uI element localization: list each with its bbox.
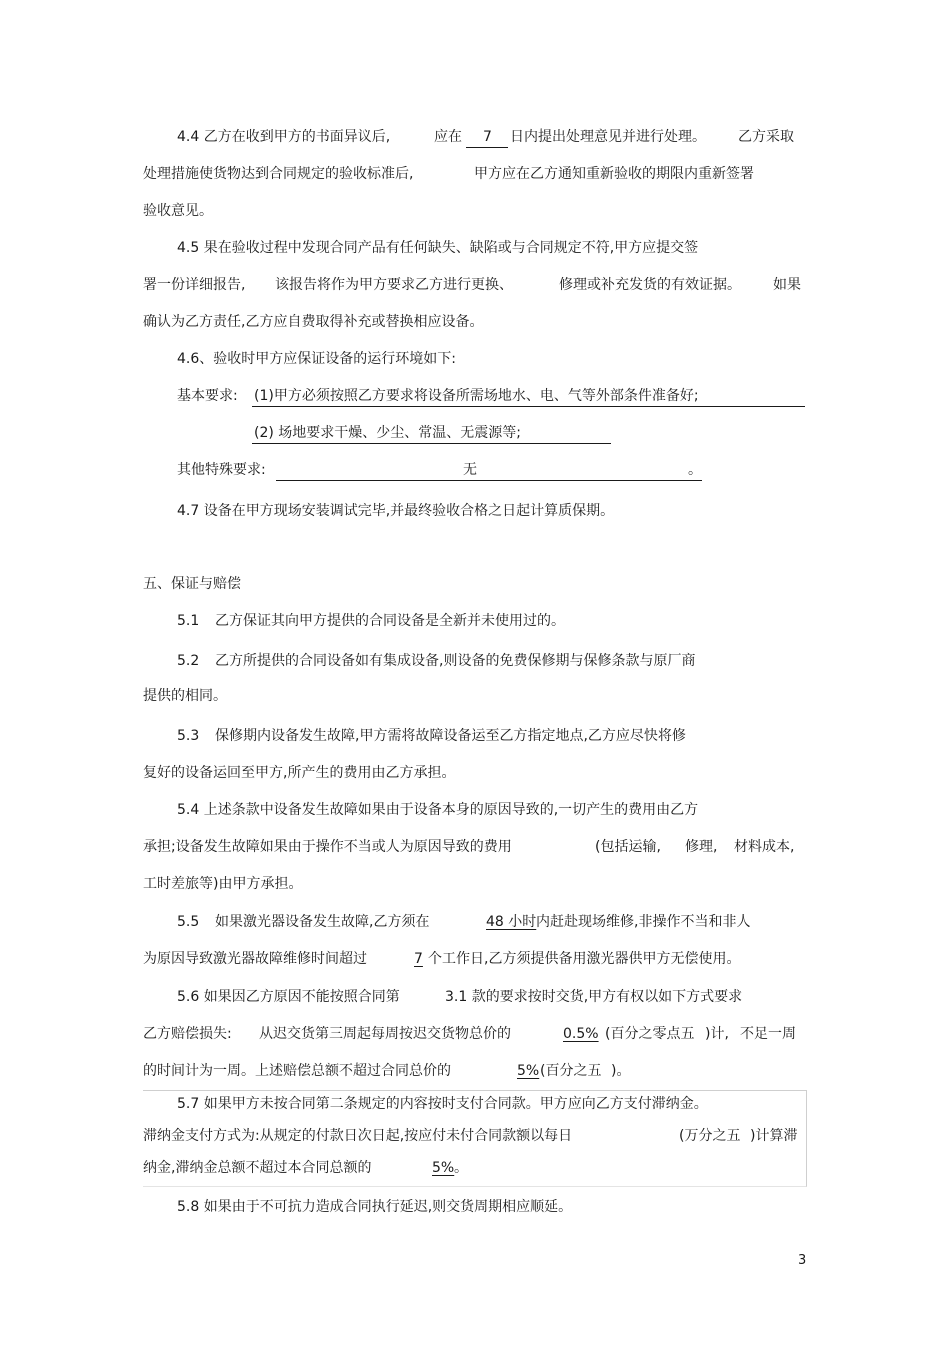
- clause-5-4-line1: 5.4 上述条款中设备发生故障如果由于设备本身的原因导致的,一切产生的费用由乙方: [177, 802, 699, 818]
- clause-4-4-line1a: 4.4 乙方在收到甲方的书面异议后,: [177, 129, 391, 145]
- clause-5-7-cap: 5%: [432, 1160, 455, 1176]
- clause-4-4-line3: 验收意见。: [143, 203, 213, 219]
- clause-5-6-line2b: 从迟交货第三周起每周按迟交货物总价的: [259, 1026, 511, 1042]
- clause-4-4-line2a: 处理措施使货物达到合同规定的验收标准后,: [143, 166, 414, 182]
- section-5-title: 五、保证与赔偿: [143, 576, 241, 592]
- clause-4-5-line2b: 该报告将作为甲方要求乙方进行更换、: [275, 277, 513, 293]
- clause-5-5-num: 5.5: [177, 914, 200, 930]
- clause-4-4-line1b: 应在: [434, 129, 462, 145]
- clause-4-5-line2a: 署一份详细报告,: [143, 277, 246, 293]
- clause-5-6-line2a: 乙方赔偿损失:: [143, 1026, 232, 1042]
- other-requirements-end: 。: [688, 462, 702, 478]
- clause-5-1-text: 乙方保证其向甲方提供的合同设备是全新并未使用过的。: [215, 613, 565, 629]
- clause-5-3-text: 保修期内设备发生故障,甲方需将故障设备运至乙方指定地点,乙方应尽快将修: [215, 728, 686, 744]
- clause-5-5-workdays: 7: [414, 951, 423, 967]
- clause-5-6-line2d: )计,: [705, 1026, 729, 1042]
- clause-5-6-line3a: 的时间计为一周。上述赔偿总额不超过合同总价的: [143, 1063, 451, 1079]
- clause-5-5-line1a: 如果激光器设备发生故障,乙方须在: [215, 914, 430, 930]
- clause-4-5-line3: 确认为乙方责任,乙方应自费取得补充或替换相应设备。: [143, 314, 484, 330]
- clause-5-4-line2c: 修理,: [685, 839, 718, 855]
- clause-5-5-hours: 48 小时: [486, 914, 537, 930]
- clause-5-4-line3: 工时差旅等)由甲方承担。: [143, 876, 303, 892]
- clause-5-1-num: 5.1: [177, 613, 200, 629]
- basic-requirements-label: 基本要求:: [177, 388, 238, 404]
- clause-5-3-cont: 复好的设备运回至甲方,所产生的费用由乙方承担。: [143, 765, 456, 781]
- clause-5-8: 5.8 如果由于不可抗力造成合同执行延迟,则交货周期相应顺延。: [177, 1199, 573, 1215]
- clause-5-6-line2c: (百分之零点五: [605, 1026, 695, 1042]
- clause-5-6-line3c: )。: [611, 1063, 631, 1079]
- clause-5-2-cont: 提供的相同。: [143, 688, 227, 704]
- clause-5-6-rate: 0.5%: [563, 1026, 599, 1042]
- clause-5-7-line2c: )计算滞: [750, 1128, 798, 1144]
- clause-5-4-line2a: 承担;设备发生故障如果由于操作不当或人为原因导致的费用: [143, 839, 512, 855]
- basic-requirement-1: (1)甲方必须按照乙方要求将设备所需场地水、电、气等外部条件准备好;: [254, 388, 699, 404]
- clause-5-7-line2a: 滞纳金支付方式为:从规定的付款日次日起,按应付未付合同款额以每日: [143, 1128, 573, 1144]
- other-requirements-value: 无: [463, 462, 477, 478]
- clause-4-5-line1: 4.5 果在验收过程中发现合同产品有任何缺失、缺陷或与合同规定不符,甲方应提交签: [177, 240, 699, 256]
- clause-5-6-line1b: 3.1 款的要求按时交货,甲方有权以如下方式要求: [445, 989, 743, 1005]
- clause-5-7-line1: 5.7 如果甲方未按合同第二条规定的内容按时支付合同款。甲方应向乙方支付滞纳金。: [177, 1096, 708, 1112]
- clause-5-6-line2e: 不足一周: [740, 1026, 796, 1042]
- clause-5-4-line2b: (包括运输,: [595, 839, 661, 855]
- other-req-underline: [276, 479, 702, 481]
- other-requirements-label: 其他特殊要求:: [177, 462, 266, 478]
- clause-5-7-line2b: (万分之五: [679, 1128, 741, 1144]
- basic-requirement-2: (2) 场地要求干燥、少尘、常温、无震源等;: [254, 425, 521, 441]
- clause-5-3-num: 5.3: [177, 728, 200, 744]
- page-number: 3: [798, 1253, 807, 1268]
- clause-4-7: 4.7 设备在甲方现场安装调试完毕,并最终验收合格之日起计算质保期。: [177, 503, 615, 519]
- clause-5-5-line1b: 内赶赴现场维修,非操作不当和非人: [536, 914, 751, 930]
- clause-5-2-text: 乙方所提供的合同设备如有集成设备,则设备的免费保修期与保修条款与原厂商: [215, 653, 696, 669]
- clause-4-4-line2b: 甲方应在乙方通知重新验收的期限内重新签署: [474, 166, 754, 182]
- clause-4-4-days: 7: [483, 129, 492, 145]
- clause-5-6-cap: 5%: [517, 1063, 540, 1079]
- clause-5-4-line2d: 材料成本,: [734, 839, 795, 855]
- clause-4-6-title: 4.6、验收时甲方应保证设备的运行环境如下:: [177, 351, 456, 367]
- clause-4-4-line1c: 日内提出处理意见并进行处理。: [510, 129, 706, 145]
- clause-5-5-line2a: 为原因导致激光器故障维修时间超过: [143, 951, 367, 967]
- clause-4-4-line1d: 乙方采取: [738, 129, 794, 145]
- clause-5-6-line1a: 5.6 如果因乙方原因不能按照合同第: [177, 989, 400, 1005]
- clause-5-6-line3b: (百分之五: [540, 1063, 602, 1079]
- clause-5-5-line2b: 个工作日,乙方须提供备用激光器供甲方无偿使用。: [428, 951, 741, 967]
- clause-4-5-line2d: 如果: [773, 277, 801, 293]
- clause-5-7-line3b: 。: [454, 1160, 468, 1176]
- clause-5-2-num: 5.2: [177, 653, 200, 669]
- clause-4-5-line2c: 修理或补充发货的有效证据。: [559, 277, 741, 293]
- clause-5-7-line3a: 纳金,滞纳金总额不超过本合同总额的: [143, 1160, 372, 1176]
